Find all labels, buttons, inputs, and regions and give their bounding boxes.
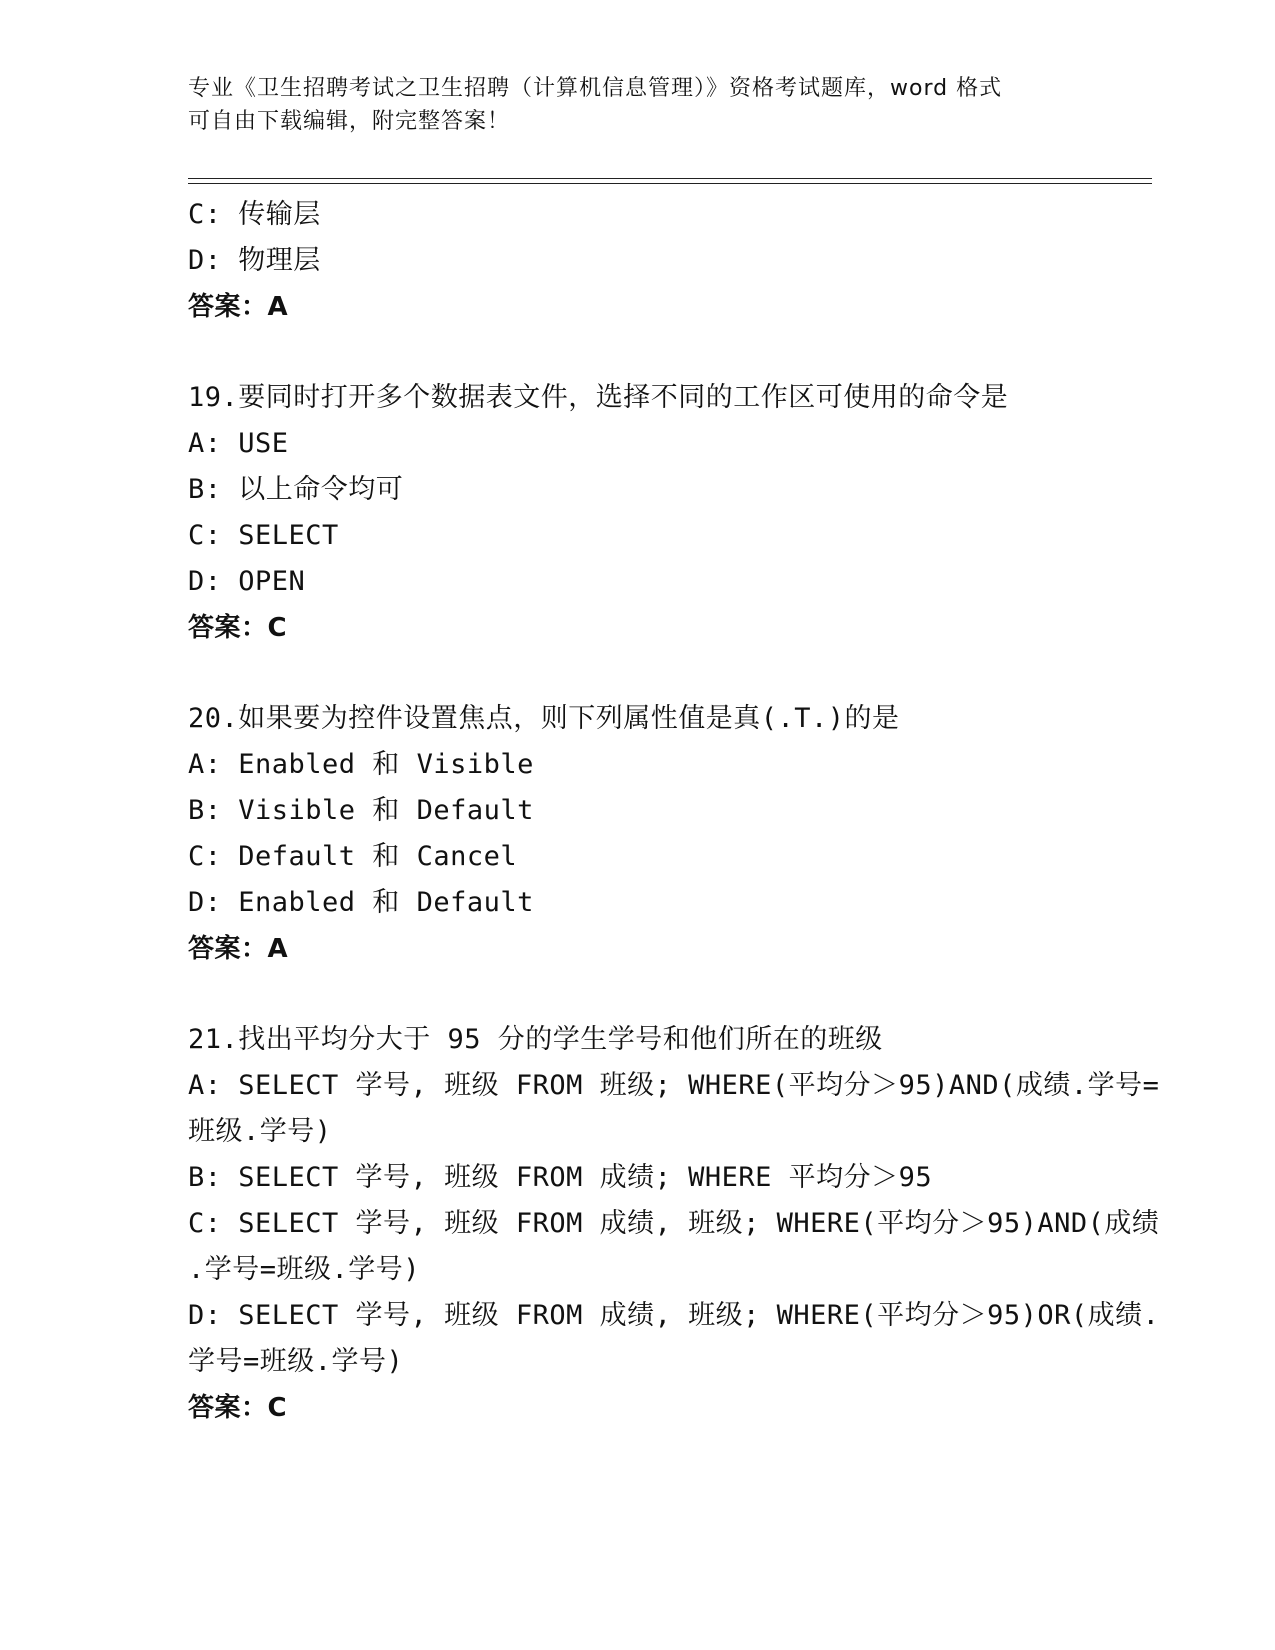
option-b: B: 以上命令均可 — [188, 474, 404, 505]
option-a: A: USE — [188, 428, 289, 459]
answer: 答案：A — [188, 934, 289, 964]
question-20 — [188, 696, 1088, 972]
option-c: C: SELECT — [188, 520, 339, 551]
previous-question-tail — [188, 192, 1088, 330]
header-rule-top — [188, 178, 1152, 179]
header-line-2: 可自由下载编辑，附完整答案！ — [188, 109, 511, 134]
document-header — [188, 72, 1088, 138]
question-19 — [188, 375, 1088, 651]
question-stem: 20.如果要为控件设置焦点，则下列属性值是真(.T.)的是 — [188, 703, 900, 734]
header-line-1: 专业《卫生招聘考试之卫生招聘（计算机信息管理）》资格考试题库，word 格式 — [188, 76, 1003, 101]
question-stem: 19.要同时打开多个数据表文件，选择不同的工作区可使用的命令是 — [188, 382, 1009, 413]
option-c: C: 传输层 — [188, 199, 321, 230]
option-b: B: SELECT 学号, 班级 FROM 成绩; WHERE 平均分＞95 — [188, 1162, 933, 1193]
spacer — [188, 972, 1088, 1017]
question-stem: 21.找出平均分大于 95 分的学生学号和他们所在的班级 — [188, 1024, 883, 1055]
answer: 答案：C — [188, 613, 288, 643]
answer: 答案：C — [188, 1393, 288, 1423]
question-list — [188, 192, 1160, 1431]
option-b: B: Visible 和 Default — [188, 795, 534, 826]
option-c: C: Default 和 Cancel — [188, 841, 518, 872]
option-d: D: OPEN — [188, 566, 306, 597]
spacer — [188, 330, 1088, 375]
option-c-line-2: .学号=班级.学号) — [188, 1254, 421, 1285]
option-a: A: Enabled 和 Visible — [188, 749, 534, 780]
option-d-line-2: 学号=班级.学号) — [188, 1346, 404, 1377]
option-a-line-2: 班级.学号) — [188, 1116, 332, 1147]
option-c-line-1: C: SELECT 学号, 班级 FROM 成绩, 班级; WHERE(平均分＞95)AND(成绩 — [188, 1208, 1160, 1239]
spacer — [188, 651, 1088, 696]
option-d: D: Enabled 和 Default — [188, 887, 534, 918]
header-rule-bottom — [188, 183, 1152, 184]
answer: 答案：A — [188, 292, 289, 322]
option-a-line-1: A: SELECT 学号, 班级 FROM 班级; WHERE(平均分＞95)AND(成绩.学号= — [188, 1070, 1160, 1101]
question-21 — [188, 1017, 1160, 1431]
option-d-line-1: D: SELECT 学号, 班级 FROM 成绩, 班级; WHERE(平均分＞95)OR(成绩. — [188, 1300, 1160, 1331]
option-d: D: 物理层 — [188, 245, 321, 276]
